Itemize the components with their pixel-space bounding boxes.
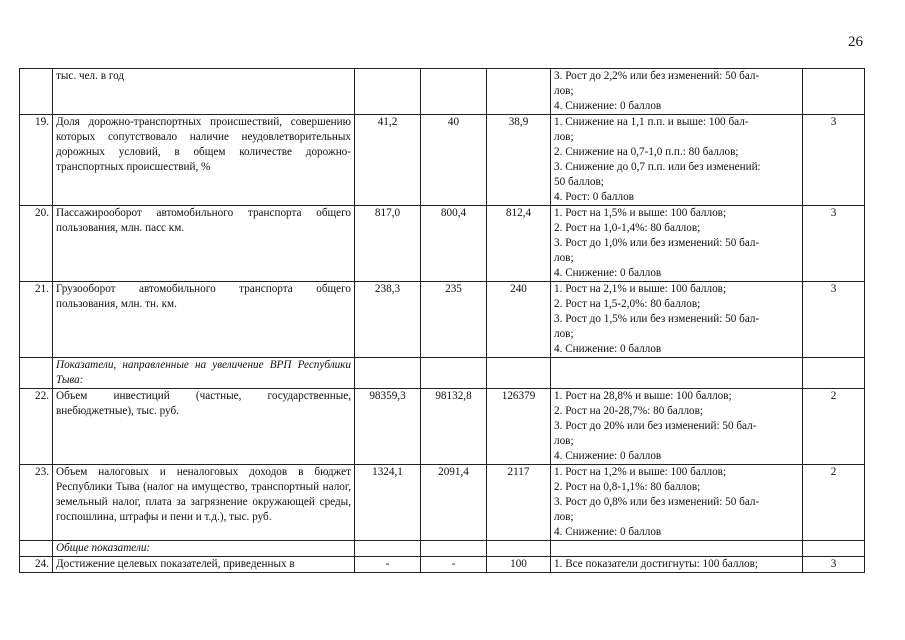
value-year-1: 41,2 bbox=[355, 115, 421, 206]
indicator-name: Объем инвестиций (частные, государственные, внебюджетные), тыс. руб. bbox=[53, 389, 355, 465]
criteria-line: 4. Снижение: 0 баллов bbox=[554, 343, 662, 355]
criteria-line: 3. Рост до 0,8% или без изменений: 50 бал- bbox=[554, 496, 760, 508]
empty-cell bbox=[487, 541, 551, 557]
section-title: Показатели, направленные на увеличение ВРП Республики Тыва: bbox=[53, 358, 355, 389]
empty-cell bbox=[421, 358, 487, 389]
value-target: 812,4 bbox=[487, 206, 551, 282]
weight-coefficient: 2 bbox=[803, 465, 865, 541]
criteria-line: 1. Снижение на 1,1 п.п. и выше: 100 бал- bbox=[554, 116, 749, 128]
criteria-line: 1. Рост на 1,2% и выше: 100 баллов; bbox=[554, 466, 727, 478]
section-header-row bbox=[20, 358, 865, 389]
empty-cell bbox=[803, 358, 865, 389]
table-row bbox=[20, 115, 865, 206]
row-number: 24. bbox=[20, 557, 53, 573]
scoring-criteria bbox=[551, 282, 803, 358]
criteria-line: 3. Рост до 2,2% или без изменений: 50 бал- bbox=[554, 70, 760, 82]
value-year-2 bbox=[421, 69, 487, 115]
row-number: 22. bbox=[20, 389, 53, 465]
empty-cell bbox=[355, 541, 421, 557]
empty-cell bbox=[551, 358, 803, 389]
empty-cell bbox=[421, 541, 487, 557]
indicator-name: Доля дорожно-транспортных происшествий, совершению которых сопутствовало наличие неудовлетворительных дорожных условий, в общем количестве дорожно-транспортных происшествий, % bbox=[53, 115, 355, 206]
value-year-2: 2091,4 bbox=[421, 465, 487, 541]
value-target bbox=[487, 69, 551, 115]
weight-coefficient: 3 bbox=[803, 115, 865, 206]
indicator-name: Грузооборот автомобильного транспорта общего пользования, млн. тн. км. bbox=[53, 282, 355, 358]
criteria-line: 2. Снижение на 0,7-1,0 п.п.: 80 баллов; bbox=[554, 146, 739, 158]
value-target: 38,9 bbox=[487, 115, 551, 206]
table-row bbox=[20, 206, 865, 282]
criteria-line: 3. Рост до 1,0% или без изменений: 50 бал- bbox=[554, 237, 760, 249]
scoring-criteria bbox=[551, 69, 803, 115]
criteria-line: 2. Рост на 1,5-2,0%: 80 баллов; bbox=[554, 298, 701, 310]
criteria-line: 3. Рост до 1,5% или без изменений: 50 бал- bbox=[554, 313, 760, 325]
empty-cell bbox=[487, 358, 551, 389]
indicators-table bbox=[19, 68, 865, 573]
value-year-1: - bbox=[355, 557, 421, 573]
empty-cell bbox=[803, 541, 865, 557]
row-number: 19. bbox=[20, 115, 53, 206]
scoring-criteria bbox=[551, 206, 803, 282]
criteria-line: лов; bbox=[554, 435, 574, 447]
value-year-1: 98359,3 bbox=[355, 389, 421, 465]
criteria-line: 1. Рост на 28,8% и выше: 100 баллов; bbox=[554, 390, 732, 402]
value-year-2: 800,4 bbox=[421, 206, 487, 282]
indicator-name: тыс. чел. в год bbox=[53, 69, 355, 115]
weight-coefficient: 3 bbox=[803, 282, 865, 358]
value-target: 2117 bbox=[487, 465, 551, 541]
value-year-1: 238,3 bbox=[355, 282, 421, 358]
weight-coefficient bbox=[803, 69, 865, 115]
empty-cell bbox=[20, 358, 53, 389]
criteria-line: 4. Снижение: 0 баллов bbox=[554, 526, 662, 538]
indicator-name: Пассажирооборот автомобильного транспорта общего пользования, млн. пасс км. bbox=[53, 206, 355, 282]
row-number: 21. bbox=[20, 282, 53, 358]
criteria-line: 1. Рост на 1,5% и выше: 100 баллов; bbox=[554, 207, 727, 219]
criteria-line: 2. Рост на 0,8-1,1%: 80 баллов; bbox=[554, 481, 701, 493]
empty-cell bbox=[551, 541, 803, 557]
indicator-name: Достижение целевых показателей, приведенных в bbox=[53, 557, 355, 573]
table-row bbox=[20, 282, 865, 358]
value-target: 100 bbox=[487, 557, 551, 573]
criteria-line: 4. Снижение: 0 баллов bbox=[554, 100, 662, 112]
criteria-line: лов; bbox=[554, 131, 574, 143]
value-year-1 bbox=[355, 69, 421, 115]
criteria-line: 4. Рост: 0 баллов bbox=[554, 191, 634, 203]
table-row bbox=[20, 465, 865, 541]
criteria-line: 1. Рост на 2,1% и выше: 100 баллов; bbox=[554, 283, 727, 295]
section-title: Общие показатели: bbox=[53, 541, 355, 557]
criteria-line: 4. Снижение: 0 баллов bbox=[554, 450, 662, 462]
criteria-line: 1. Все показатели достигнуты: 100 баллов; bbox=[554, 558, 759, 570]
value-year-2: - bbox=[421, 557, 487, 573]
value-year-1: 1324,1 bbox=[355, 465, 421, 541]
row-number bbox=[20, 69, 53, 115]
row-number: 20. bbox=[20, 206, 53, 282]
criteria-line: 3. Снижение до 0,7 п.п. или без изменений: bbox=[554, 161, 761, 173]
criteria-line: лов; bbox=[554, 252, 574, 264]
criteria-line: лов; bbox=[554, 85, 574, 97]
indicators-table-body bbox=[20, 69, 865, 573]
page-number: 26 bbox=[848, 34, 863, 50]
value-target: 126379 bbox=[487, 389, 551, 465]
value-year-1: 817,0 bbox=[355, 206, 421, 282]
value-year-2: 98132,8 bbox=[421, 389, 487, 465]
empty-cell bbox=[355, 358, 421, 389]
value-target: 240 bbox=[487, 282, 551, 358]
scoring-criteria bbox=[551, 115, 803, 206]
criteria-line: 50 баллов; bbox=[554, 176, 604, 188]
table-row bbox=[20, 69, 865, 115]
table-row bbox=[20, 389, 865, 465]
value-year-2: 235 bbox=[421, 282, 487, 358]
table-row bbox=[20, 557, 865, 573]
criteria-line: 2. Рост на 1,0-1,4%: 80 баллов; bbox=[554, 222, 701, 234]
row-number: 23. bbox=[20, 465, 53, 541]
weight-coefficient: 2 bbox=[803, 389, 865, 465]
criteria-line: лов; bbox=[554, 511, 574, 523]
scoring-criteria bbox=[551, 557, 803, 573]
scoring-criteria bbox=[551, 389, 803, 465]
weight-coefficient: 3 bbox=[803, 557, 865, 573]
criteria-line: лов; bbox=[554, 328, 574, 340]
scoring-criteria bbox=[551, 465, 803, 541]
empty-cell bbox=[20, 541, 53, 557]
criteria-line: 4. Снижение: 0 баллов bbox=[554, 267, 662, 279]
criteria-line: 3. Рост до 20% или без изменений: 50 бал- bbox=[554, 420, 757, 432]
criteria-line: 2. Рост на 20-28,7%: 80 баллов; bbox=[554, 405, 704, 417]
indicator-name: Объем налоговых и неналоговых доходов в бюджет Республики Тыва (налог на имущество, транспортный налог, земельный налог, плата за загрязнение окружающей среды, госпошлина, штрафы и пени и т.д.), тыс. руб. bbox=[53, 465, 355, 541]
section-header-row bbox=[20, 541, 865, 557]
value-year-2: 40 bbox=[421, 115, 487, 206]
weight-coefficient: 3 bbox=[803, 206, 865, 282]
